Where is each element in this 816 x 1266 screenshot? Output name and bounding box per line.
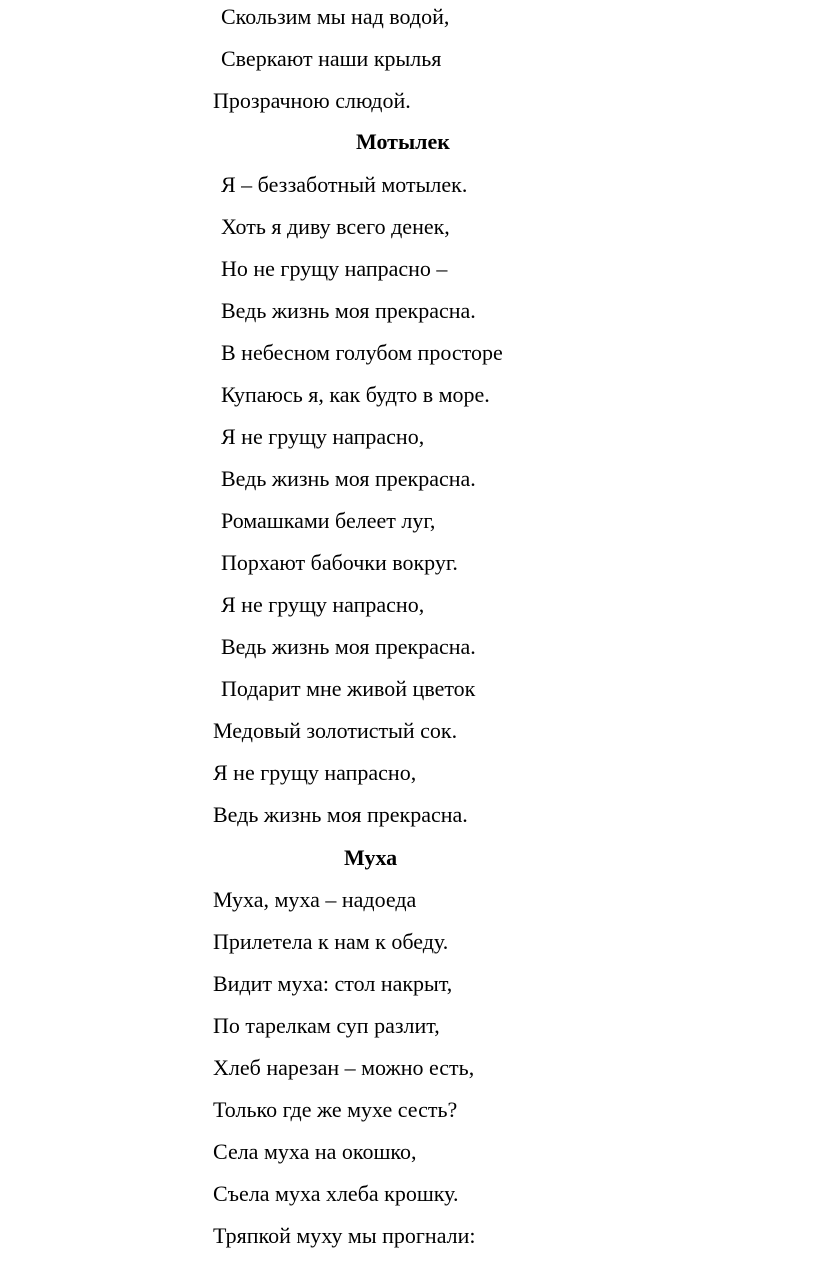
poem-line: Тряпкой муху мы прогнали: xyxy=(213,1223,476,1248)
poem-line: Прилетела к нам к обеду. xyxy=(213,929,449,954)
poem-title-fly: Муха xyxy=(344,845,398,870)
poem-line: Только где же мухе сесть? xyxy=(213,1097,458,1122)
poem-line: Порхают бабочки вокруг. xyxy=(221,550,458,575)
poem-line: Подарит мне живой цветок xyxy=(221,676,476,701)
poem-line: Хлеб нарезан – можно есть, xyxy=(213,1055,475,1080)
poem-line: Муха, муха – надоеда xyxy=(213,887,417,912)
poem-line: По тарелкам суп разлит, xyxy=(213,1013,440,1038)
poem-line: Но не грущу напрасно – xyxy=(221,256,448,281)
poem-line: Купаюсь я, как будто в море. xyxy=(221,382,490,407)
poem-line: Скользим мы над водой, xyxy=(221,4,450,29)
poem-line: Я не грущу напрасно, xyxy=(213,760,417,785)
poem-line: Хоть я диву всего денек, xyxy=(221,214,450,239)
poem-title-butterfly: Мотылек xyxy=(356,129,450,154)
poem-line: Села муха на окошко, xyxy=(213,1139,417,1164)
poem-line: Ромашками белеет луг, xyxy=(221,508,436,533)
poem-line: Сверкают наши крылья xyxy=(221,46,442,71)
poem-line: В небесном голубом просторе xyxy=(221,340,503,365)
poem-line: Я не грущу напрасно, xyxy=(221,592,425,617)
poem-line: Ведь жизнь моя прекрасна. xyxy=(221,634,476,659)
poem-line: Ведь жизнь моя прекрасна. xyxy=(221,466,476,491)
poem-line: Я не грущу напрасно, xyxy=(221,424,425,449)
poem-line: Видит муха: стол накрыт, xyxy=(213,971,453,996)
poem-line: Медовый золотистый сок. xyxy=(213,718,458,743)
poem-line: Ведь жизнь моя прекрасна. xyxy=(221,298,476,323)
poem-line: Я – беззаботный мотылек. xyxy=(221,172,468,197)
poem-line: Прозрачною слюдой. xyxy=(213,88,411,113)
poem-line: Ведь жизнь моя прекрасна. xyxy=(213,802,468,827)
poem-line: Съела муха хлеба крошку. xyxy=(213,1181,459,1206)
